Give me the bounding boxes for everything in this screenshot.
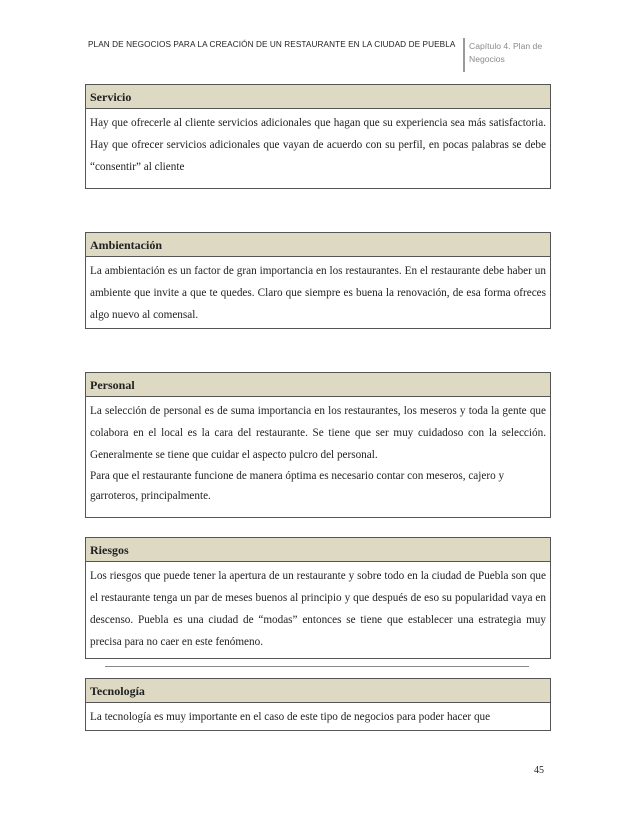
section-servicio <box>85 84 551 189</box>
section-body <box>86 109 550 178</box>
section-personal <box>85 372 551 518</box>
section-title: Personal <box>86 373 550 397</box>
chapter-label <box>469 40 561 66</box>
section-body <box>86 257 550 326</box>
separator-line <box>105 666 529 667</box>
paragraph: Los riesgos que puede tener la apertura de un restaurante y sobre todo en la ciudad de Puebla son que el restaurante tenga un par de meses buenos al principio y que después de eso su popularidad vaya en descenso. Puebla es una ciudad de “modas” entonces se tiene que establecer una estrategia muy precisa para no caer en este fenómeno. <box>90 570 546 648</box>
page-header <box>88 38 560 72</box>
chapter-label-line-1: Capítulo 4. Plan de <box>469 41 543 51</box>
paragraph: Hay que ofrecerle al cliente servicios adicionales que hagan que su experiencia sea más satisfactoria. Hay que ofrecer servicios adicionales que vayan de acuerdo con su perfil, en pocas palabras se debe “consentir” al cliente <box>90 117 546 173</box>
section-body <box>86 397 550 506</box>
paragraph: La selección de personal es de suma importancia en los restaurantes, los meseros y toda la gente que colabora en el local es la cara del restaurante. Se tiene que ser muy cuidadoso con la selección. Generalmente se tiene que cuidar el aspecto pulcro del personal. <box>90 405 546 461</box>
header-divider <box>463 38 465 72</box>
document-title: PLAN DE NEGOCIOS PARA LA CREACIÓN DE UN RESTAURANTE EN LA CIUDAD DE PUEBLA <box>88 40 456 49</box>
paragraph: Para que el restaurante funcione de manera óptima es necesario contar con meseros, cajero y garroteros, principalmente. <box>90 470 505 502</box>
section-ambientacion <box>85 232 551 329</box>
section-title: Ambientación <box>86 233 550 257</box>
section-title: Tecnología <box>86 679 550 703</box>
paragraph: La ambientación es un factor de gran importancia en los restaurantes. En el restaurante debe haber un ambiente que invite a que te quedes. Claro que siempre es buena la renovación, de esa forma ofreces algo nuevo al comensal. <box>90 265 546 321</box>
paragraph: La tecnología es muy importante en el caso de este tipo de negocios para poder hacer que <box>90 711 491 723</box>
page-number: 45 <box>534 765 544 776</box>
section-title: Servicio <box>86 85 550 109</box>
section-tecnologia <box>85 678 551 731</box>
section-body <box>86 703 550 728</box>
section-riesgos <box>85 537 551 659</box>
section-body <box>86 562 550 653</box>
chapter-label-line-2: Negocios <box>469 54 505 64</box>
section-title: Riesgos <box>86 538 550 562</box>
